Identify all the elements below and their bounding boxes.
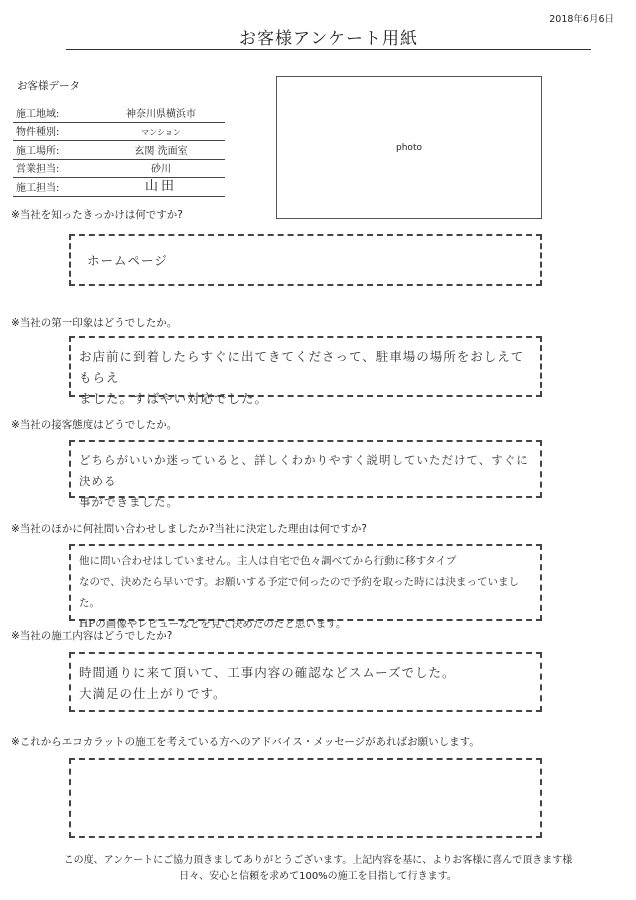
customer-data-heading: お客様データ	[17, 80, 80, 92]
customer-key: 施工地域:	[16, 108, 60, 120]
answer-box-4	[69, 544, 542, 630]
answer-box-6	[69, 758, 542, 838]
question-2: ※当社の第一印象はどうでしたか。	[11, 317, 178, 329]
answer-box-1	[69, 234, 542, 286]
question-5: ※当社の施工内容はどうでしたか?	[11, 630, 173, 642]
customer-key: 物件種別:	[16, 127, 60, 138]
survey-date: 2018年6月6日	[549, 14, 614, 25]
photo-placeholder	[276, 76, 542, 219]
answer-box-3	[69, 440, 542, 509]
question-6: ※これからエコカラットの施工を考えている方へのアドバイス・メッセージがあればお願いします。	[11, 736, 480, 748]
photo-label: photo	[396, 142, 422, 153]
customer-data-table	[13, 104, 225, 197]
customer-value: 神奈川県横浜市	[126, 108, 196, 120]
page-title: お客様アンケート用紙	[239, 29, 418, 49]
customer-value: 砂川	[151, 164, 171, 175]
customer-row-property-type	[13, 123, 225, 142]
footer-message	[0, 853, 636, 885]
title-underline	[66, 49, 591, 50]
customer-row-region	[13, 104, 225, 123]
question-3: ※当社の接客態度はどうでしたか。	[11, 419, 178, 431]
answer-text-3: どちらがいいか迷っていると、詳しくわかりやすく説明していただけて、すぐに決める 事ができました。	[79, 453, 529, 509]
customer-value: マンション	[141, 128, 181, 137]
customer-value: 玄関 洗面室	[134, 145, 188, 157]
customer-key: 営業担当:	[16, 164, 60, 175]
answer-text-4: 他に問い合わせはしていません。主人は自宅で色々調べてから行動に移すタイプ なので、決めたら早いです。お願いする予定で伺ったので予約を取った時には決まっていました。 HPの画像やレビューなどを見て決めたのだと思います。	[79, 555, 519, 630]
answer-box-2	[69, 336, 542, 406]
footer-line-1: この度、アンケートにご協力頂きましてありがとうございます。上記内容を基に、よりお客様に喜んで頂きます様	[63, 855, 573, 866]
answer-text-2: お店前に到着したらすぐに出てきてくださって、駐車場の場所をおしえてもらえ ました。すばやい対応でした。	[79, 349, 525, 406]
footer-line-2: 日々、安心と信頼を求めて100%の施工を目指して行きます。	[179, 871, 457, 882]
answer-text-6	[71, 760, 540, 768]
answer-text-1: ホームページ	[87, 253, 168, 268]
question-4: ※当社のほかに何社問い合わせしましたか?当社に決定した理由は何ですか?	[11, 523, 367, 535]
customer-key: 施工担当:	[16, 182, 60, 194]
customer-row-installer	[13, 178, 225, 197]
question-1: ※当社を知ったきっかけは何ですか?	[11, 209, 183, 221]
answer-text-5: 時間通りに来て頂いて、工事内容の確認などスムーズでした。 大満足の仕上がりです。	[79, 665, 456, 701]
customer-key: 施工場所:	[16, 145, 60, 157]
customer-row-location	[13, 141, 225, 160]
answer-box-5	[69, 652, 542, 712]
customer-value: 山田	[144, 178, 177, 194]
